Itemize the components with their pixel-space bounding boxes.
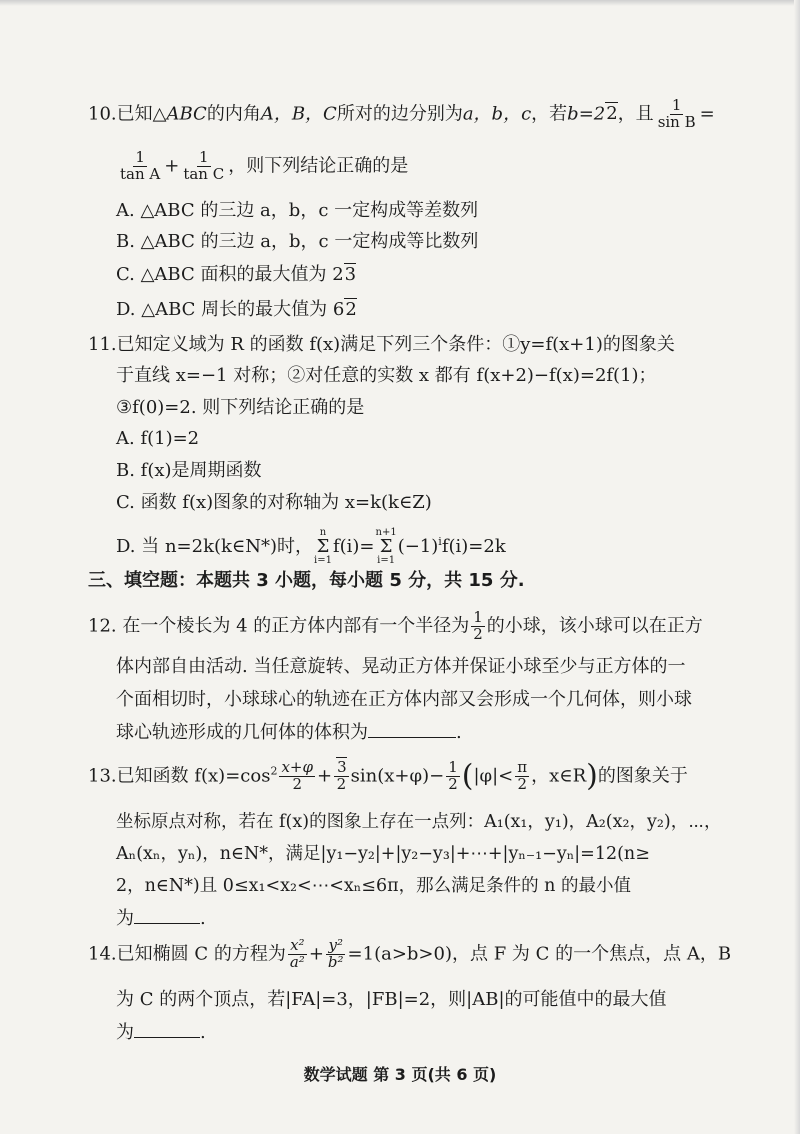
q10-option-d: D. △ABC 周长的最大值为 62 <box>116 299 357 320</box>
q12-line2: 体内部自由活动. 当任意旋转、晃动正方体并保证小球至少与正方体的一 <box>116 656 686 677</box>
q10-line2: $\frac{1}{\text{tan A}}$ + $\frac{1}{\text{tan C}}$ ，则下列结论正确的是 <box>120 148 409 183</box>
paper-edge-right <box>794 0 800 1134</box>
q11-option-c: C. 函数 f(x)图象的对称轴为 x=k(k∈Z) <box>116 492 432 513</box>
q11-line2: 于直线 x=−1 对称；②对任意的实数 x 都有 f(x+2)−f(x)=2f(1)； <box>116 365 657 386</box>
fraction-one-half: $\frac{1}{2}$ <box>473 608 483 643</box>
q10-option-c: C. △ABC 面积的最大值为 23 <box>116 264 357 285</box>
q13-line2: 坐标原点对称，若在 f(x)的图象上存在一点列：A₁(x₁，y₁)，A₂(x₂，y₂)，⋯， <box>116 812 722 832</box>
q12-line3: 个面相切时，小球球心的轨迹在正方体内部又会形成一个几何体，则小球 <box>116 689 692 710</box>
fraction-1-over-tanA: $\frac{1}{\text{tan A}}$ <box>120 148 161 183</box>
section-heading: 三、填空题：本题共 3 小题，每小题 5 分，共 15 分. <box>88 570 525 591</box>
fraction-sqrt3-over-2: $\frac{3}{2}$ <box>334 760 349 793</box>
paper-edge-top <box>0 0 800 6</box>
page-footer: 数学试题 第 3 页(共 6 页) <box>303 1065 497 1084</box>
q13-line4: 2，n∈N*)且 0≤x₁<x₂<⋯<xₙ≤6π，那么满足条件的 n 的最小值 <box>116 876 632 896</box>
q10-option-a: A. △ABC 的三边 a，b，c 一定构成等差数列 <box>116 200 479 221</box>
summation-symbol: n Σ i=1 <box>314 527 332 566</box>
q12-line1: 12. 在一个棱长为 4 的正方体内部有一个半径为 $\frac{1}{2}$ 的小球，该小球可以在正方 <box>88 608 703 643</box>
fraction-x2-over-a2: $\frac{\text{x²}}{\text{a²}}$ <box>289 936 305 971</box>
q10-line1: 10.已知△ABC的内角A，B，C所对的边分别为a，b，c，若b=22，且 $\frac{1}{\text{sin B}}$ = <box>88 96 715 131</box>
q11-option-b: B. f(x)是周期函数 <box>116 460 262 481</box>
q11-line1: 11.已知定义域为 R 的函数 f(x)满足下列三个条件：①y=f(x+1)的图象关 <box>88 334 675 355</box>
q11-option-d: D. 当 n=2k(k∈N*)时， n Σ i=1 f(i)= n+1 Σ i=1 $(-1)^if(i)=2k$ <box>116 527 506 566</box>
answer-blank <box>368 721 456 738</box>
q13-line1: 13.已知函数 $f(x)=\cos^2$ $\frac{x+\varphi}{2}$ + $\frac{3}{2}$ sin(x+φ)− $\frac{1}{2}$ (|φ|< $\frac{\pi}{2}$ ，x∈R)的图象关于 <box>88 758 688 794</box>
fraction-pi-over-2: $\frac{\pi}{2}$ <box>517 758 528 793</box>
q14-line1: 14.已知椭圆 C 的方程为 $\frac{\text{x²}}{\text{a²}}$ + $\frac{\text{y²}}{\text{b²}}$ =1(a>b>0)，点 F 为 C 的一个焦点，点 A，B <box>88 936 732 971</box>
q11-option-a: A. f(1)=2 <box>116 428 200 449</box>
q13-line5: 为 . <box>116 908 206 929</box>
fraction-half-angle: $\frac{x+\varphi}{2}$ <box>281 758 313 793</box>
q14-line3: 为 . <box>116 1022 206 1043</box>
answer-blank <box>134 1021 200 1038</box>
fraction-1-over-tanC: $\frac{1}{\text{tan C}}$ <box>183 148 225 183</box>
fraction-y2-over-b2: $\frac{\text{y²}}{\text{b²}}$ <box>327 936 344 971</box>
fraction-1-over-sinB: $\frac{1}{\text{sin B}}$ <box>657 96 696 131</box>
fraction-one-half: $\frac{1}{2}$ <box>448 758 458 793</box>
q11-line3: ③f(0)=2. 则下列结论正确的是 <box>116 397 365 418</box>
q14-line2: 为 C 的两个顶点，若|FA|=3，|FB|=2，则|AB|的可能值中的最大值 <box>116 989 667 1010</box>
summation-symbol: n+1 Σ i=1 <box>375 527 397 566</box>
q12-line4: 球心轨迹形成的几何体的体积为 . <box>116 722 462 743</box>
answer-blank <box>134 907 200 924</box>
q13-line3: Aₙ(xₙ，yₙ)，n∈N*，满足|y₁−y₂|+|y₂−y₃|+⋯+|yₙ₋₁−yₙ|=12(n≥ <box>116 844 650 864</box>
q10-option-b: B. △ABC 的三边 a，b，c 一定构成等比数列 <box>116 231 479 252</box>
